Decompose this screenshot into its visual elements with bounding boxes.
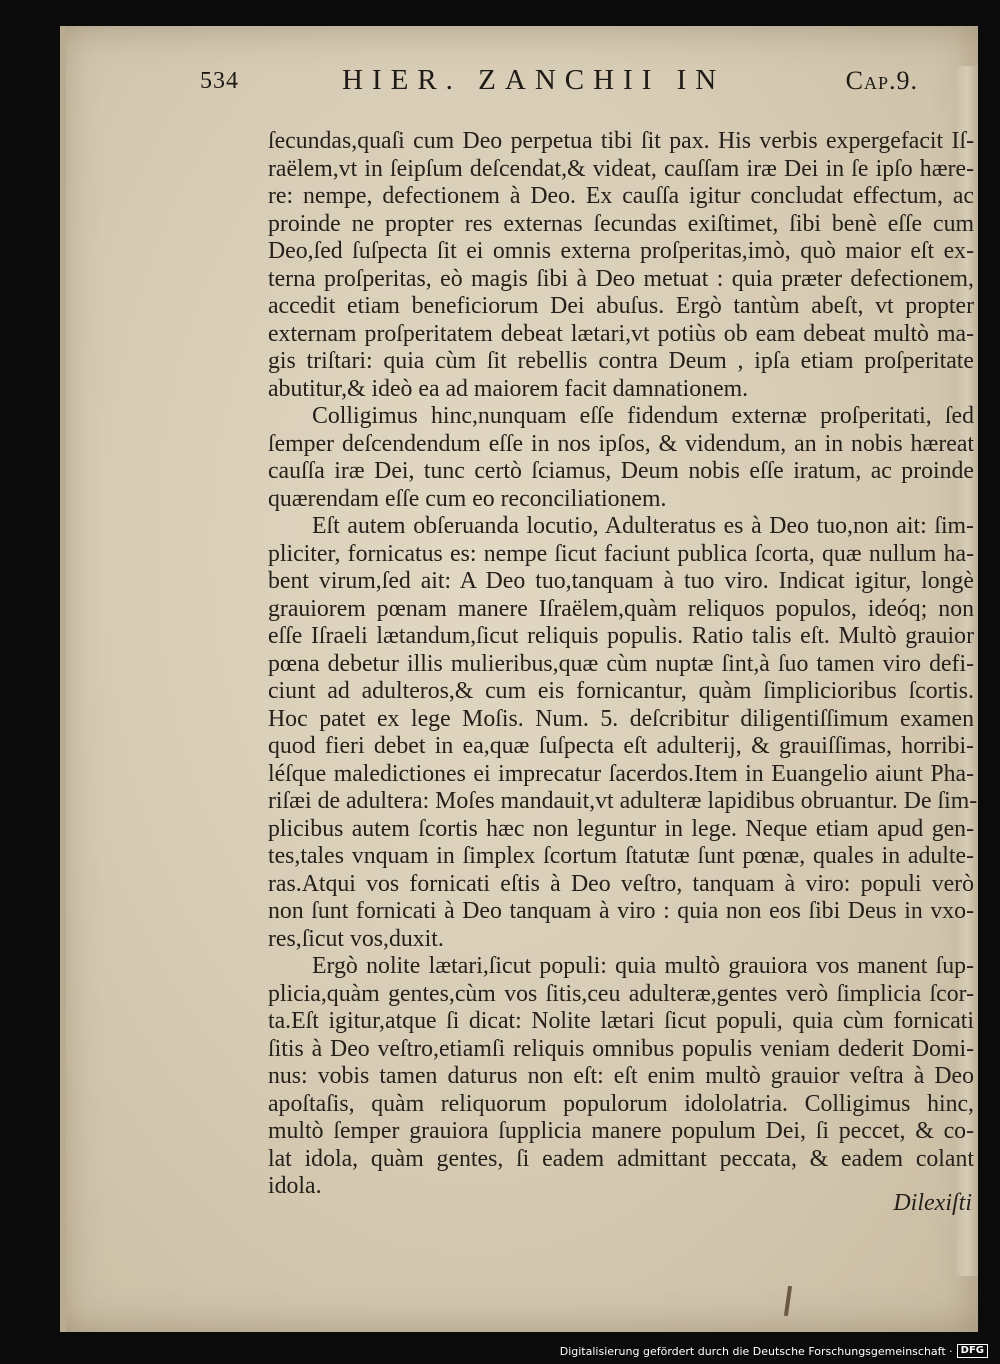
- text-line: Colligimus hinc,nunquam eſſe fidendum externæ proſperitati, ſed: [312, 403, 974, 429]
- text-line: pœna debetur illis mulieribus,quæ cùm nuptæ ſint,à ſuo tamen viro defi-: [268, 650, 974, 677]
- text-line: proinde ne propter res externas ſecundas exiſtimet, ſibi benè eſſe cum: [268, 210, 974, 237]
- footer-text: Digitalisierung gefördert durch die Deutsche Forschungsgemeinschaft ·: [559, 1344, 953, 1358]
- running-head: HIER. ZANCHII IN: [342, 64, 726, 96]
- text-line: ſitis à Deo veſtro,etiamſi reliquis omnibus populis veniam dederit Domi-: [268, 1035, 974, 1062]
- text-line: abutitur,& ideò ea ad maiorem facit damnationem.: [268, 375, 749, 402]
- text-line: terna proſperitas, eò magis ſibi à Deo metuat : quia præter defectionem,: [268, 265, 974, 292]
- text-line: pliciter, fornicatus es: nempe ſicut faciunt publica ſcorta, quæ nullum ha-: [268, 540, 974, 567]
- text-line: quærendam eſſe cum eo reconciliationem.: [268, 485, 667, 512]
- text-line: grauiorem pœnam manere Iſraëlem,quàm reliquos populos, ideóq; non: [268, 595, 974, 622]
- text-line: gis triſtari: quia cùm ſit rebellis contra Deum , ipſa etiam proſperitate: [268, 348, 974, 374]
- text-line: ciunt ad adulteros,& cum eis fornicantur, quàm ſimplicioribus ſcortis.: [268, 678, 974, 704]
- text-line: apoſtaſis, quàm reliquorum populorum idololatria. Colligimus hinc,: [268, 1090, 974, 1117]
- text-line: res,ſicut vos,duxit.: [268, 925, 444, 952]
- text-line: multò ſemper grauiora ſupplicia manere populum Dei, ſi peccet, & co-: [268, 1118, 974, 1144]
- text-line: ſecundas,quaſi cum Deo perpetua tibi ſit pax. His verbis expergefacit Iſ-: [268, 128, 974, 154]
- text-line: externam proſperitatem debeat lætari,vt potiùs ob eam debeat multò ma-: [268, 320, 974, 347]
- text-line: eſſe Iſraeli lætandum,ſicut reliquis populis. Ratio talis eſt. Multò grauior: [268, 623, 974, 649]
- text-line: tes,tales vnquam in ſimplex ſcortum ſtatutæ ſunt pœnæ, quales in adulte-: [268, 843, 974, 869]
- text-line: raëlem,vt in ſeipſum deſcendat,& videat, cauſſam iræ Dei in ſe ipſo hære-: [268, 155, 974, 182]
- text-line: Eſt autem obſeruanda locutio, Adulteratus es à Deo tuo,non ait: ſim-: [312, 513, 974, 539]
- page-edge-left: [60, 26, 66, 1332]
- text-line: Ergò nolite lætari,ſicut populi: quia multò grauiora vos manent ſup-: [312, 953, 974, 979]
- text-line: Hoc patet ex lege Moſis. Num. 5. deſcribitur diligentiſſimum examen: [268, 705, 974, 732]
- text-line: riſæi de adultera: Moſes mandauit,vt adulteræ lapidibus obruantur. De ſim-: [268, 788, 978, 814]
- text-line: ras.Atqui vos fornicati eſtis à Deo veſtro, tanquam à viro: populi verò: [268, 870, 974, 897]
- text-line: idola.: [268, 1173, 322, 1199]
- body-text: [268, 128, 978, 1201]
- text-line: lat idola, quàm gentes, ſi eadem admittant peccata, & eadem colant: [268, 1145, 974, 1172]
- footer-credit: [560, 1344, 988, 1358]
- text-line: léſque maledictiones ei imprecatur ſacerdos.Item in Euangelio aiunt Pha-: [268, 760, 974, 787]
- text-line: ta.Eſt igitur,atque ſi dicat: Nolite lætari ſicut populi, quia cùm fornicati: [268, 1008, 974, 1034]
- text-line: ſemper deſcendendum eſſe in nos ipſos, & videndum, an in nobis hæreat: [268, 430, 974, 457]
- page-header: [200, 62, 962, 102]
- chapter-label: Cap.9.: [845, 66, 918, 95]
- text-line: cauſſa iræ Dei, tunc certò ſciamus, Deum nobis eſſe iratum, ac proinde: [268, 458, 974, 484]
- catchword: Dilexiſti: [893, 1190, 972, 1216]
- text-line: nus: vobis tamen daturus non eſt: eſt enim multò grauior veſtra à Deo: [268, 1063, 974, 1089]
- page-number: 534: [200, 68, 239, 94]
- dfg-logo-icon: DFG: [957, 1344, 988, 1358]
- text-line: re: nempe, defectionem à Deo. Ex cauſſa igitur concludat effectum, ac: [268, 183, 974, 209]
- text-line: bent virum,ſed ait: A Deo tuo,tanquam à tuo viro. Indicat igitur, longè: [268, 568, 974, 594]
- text-line: Deo,ſed ſuſpecta ſit ei omnis externa proſperitas,imò, quò maior eſt ex-: [268, 238, 974, 264]
- text-line: non ſunt fornicati à Deo tanquam à viro : quia non eos ſibi Deus in vxo-: [268, 898, 974, 924]
- text-line: quod fieri debet in ea,quæ ſuſpecta eſt adulterij, & grauiſſimas, horribi-: [268, 733, 974, 759]
- text-line: plicia,quàm gentes,cùm vos ſitis,ceu adulteræ,gentes verò ſimplicia ſcor-: [268, 980, 974, 1007]
- text-line: plicibus autem ſcortis hæc non leguntur in lege. Neque etiam apud gen-: [268, 815, 974, 842]
- text-line: accedit etiam beneficiorum Dei abuſus. Ergò tantùm abeſt, vt propter: [268, 293, 974, 319]
